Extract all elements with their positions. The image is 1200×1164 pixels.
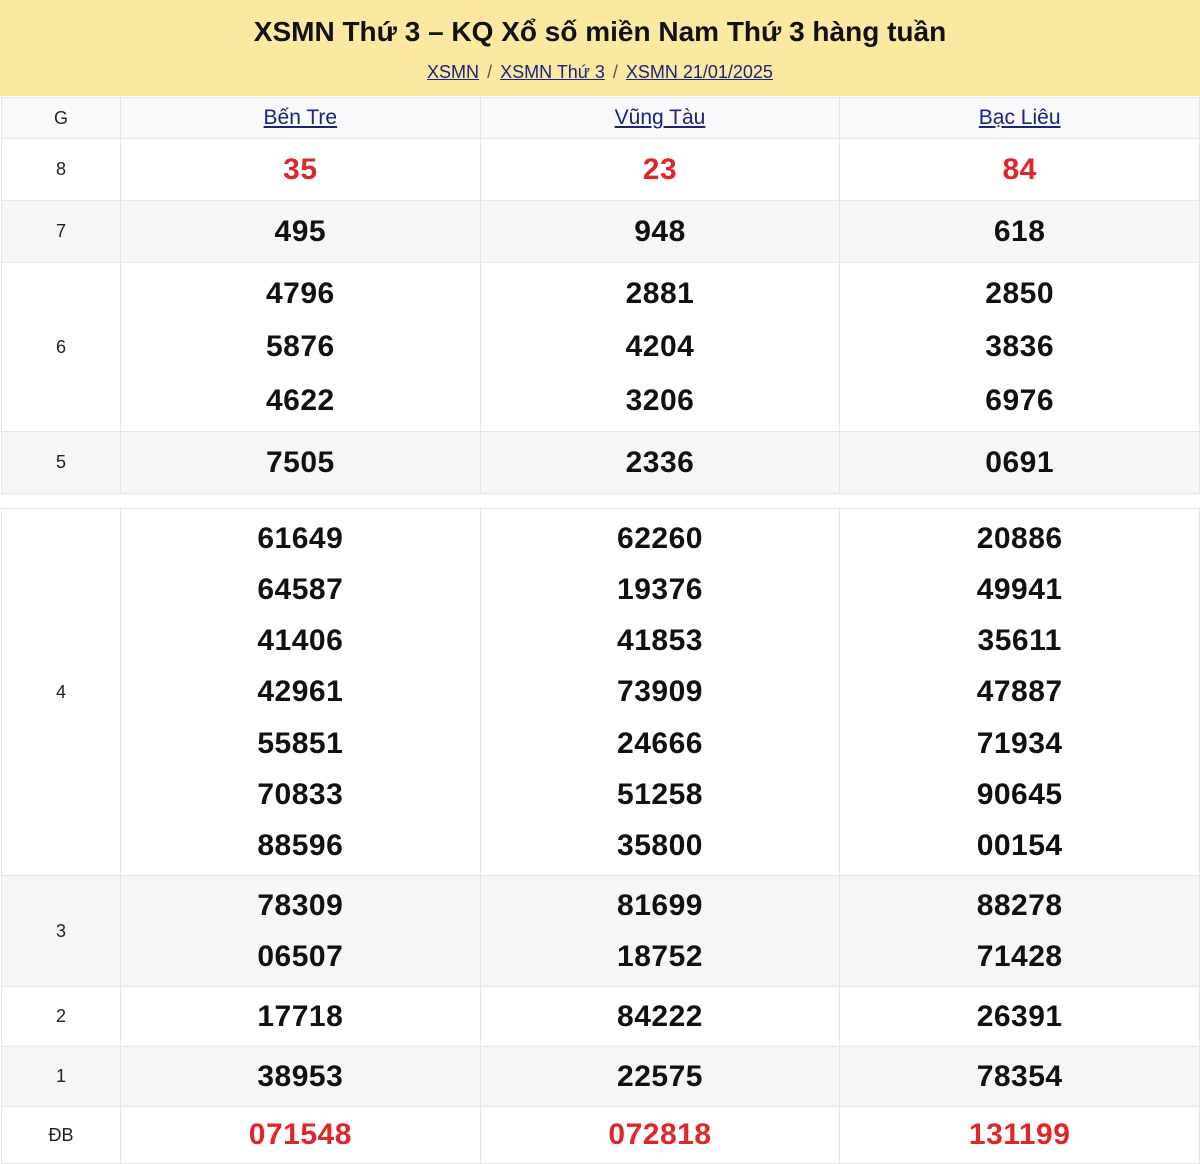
result-number: 2336 xyxy=(625,445,695,479)
prize-label: 7 xyxy=(2,201,121,263)
prize-label: 8 xyxy=(2,139,121,201)
result-number: 618 xyxy=(993,214,1046,248)
prize-column-header: G xyxy=(2,98,121,139)
breadcrumb-link-xsmn[interactable]: XSMN xyxy=(427,62,480,82)
result-number: 42961 xyxy=(257,675,344,709)
prize-row-g7 xyxy=(2,201,1200,263)
result-cell xyxy=(121,201,481,263)
result-number: 948 xyxy=(634,214,686,248)
prize-row-g4 xyxy=(2,509,1200,876)
result-cell xyxy=(480,876,840,987)
result-number: 78309 xyxy=(257,889,344,922)
province-header-vung-tau xyxy=(480,98,840,139)
result-number: 19376 xyxy=(617,572,703,606)
result-cell xyxy=(840,987,1200,1047)
result-number: 55851 xyxy=(257,726,344,760)
result-number: 49941 xyxy=(976,572,1063,606)
prize-row-g8 xyxy=(2,139,1200,201)
result-number: 41853 xyxy=(617,624,703,658)
result-cell xyxy=(840,876,1200,987)
result-number: 0691 xyxy=(985,445,1055,479)
prize-label: 3 xyxy=(2,876,121,987)
province-link-vung-tau[interactable]: Vũng Tàu xyxy=(614,106,706,129)
result-number: 78354 xyxy=(976,1059,1063,1093)
result-cell xyxy=(480,432,840,494)
prize-label: ĐB xyxy=(2,1107,121,1164)
result-cell xyxy=(480,1047,840,1107)
result-number: 495 xyxy=(274,214,327,248)
result-cell xyxy=(121,1107,481,1164)
result-number: 26391 xyxy=(976,999,1063,1033)
province-header-ben-tre xyxy=(121,98,481,139)
result-number: 38953 xyxy=(257,1059,344,1093)
result-number: 6976 xyxy=(985,383,1055,417)
result-number: 071548 xyxy=(248,1118,352,1151)
result-cell xyxy=(840,201,1200,263)
result-number: 35611 xyxy=(977,624,1062,658)
result-cell xyxy=(121,263,481,432)
prize-label: 4 xyxy=(2,509,121,876)
prize-row-g2 xyxy=(2,987,1200,1047)
result-number: 35800 xyxy=(617,829,703,862)
breadcrumb xyxy=(0,62,1200,83)
result-cell xyxy=(121,509,481,876)
result-number: 88278 xyxy=(976,889,1063,922)
province-link-ben-tre[interactable]: Bến Tre xyxy=(263,106,338,129)
result-number: 41406 xyxy=(257,624,344,658)
result-number: 84 xyxy=(1002,152,1037,186)
result-number: 4796 xyxy=(265,276,335,310)
result-number: 62260 xyxy=(617,521,703,555)
result-cell xyxy=(121,139,481,201)
breadcrumb-separator: / xyxy=(612,62,618,82)
results-table-top xyxy=(1,97,1200,494)
result-number: 5876 xyxy=(265,330,335,364)
result-number: 17718 xyxy=(257,999,344,1033)
result-number: 64587 xyxy=(257,572,344,606)
result-number: 00154 xyxy=(976,829,1063,862)
result-number: 84222 xyxy=(617,999,703,1033)
result-cell xyxy=(840,1107,1200,1164)
prize-label: 5 xyxy=(2,432,121,494)
result-cell xyxy=(840,509,1200,876)
result-number: 35 xyxy=(283,152,318,186)
prize-row-g3 xyxy=(2,876,1200,987)
prize-label: 6 xyxy=(2,263,121,432)
result-cell xyxy=(121,987,481,1047)
result-number: 131199 xyxy=(968,1118,1071,1151)
result-cell xyxy=(121,432,481,494)
prize-row-g6 xyxy=(2,263,1200,432)
result-cell xyxy=(480,987,840,1047)
province-link-bac-lieu[interactable]: Bạc Liêu xyxy=(978,106,1061,129)
result-number: 4622 xyxy=(265,383,335,417)
result-cell xyxy=(840,1047,1200,1107)
table-header-row xyxy=(2,98,1200,139)
result-number: 20886 xyxy=(976,521,1063,555)
province-header-bac-lieu xyxy=(840,98,1200,139)
table-gap xyxy=(0,495,1200,507)
result-number: 18752 xyxy=(617,940,703,973)
result-number: 23 xyxy=(642,152,678,186)
result-number: 51258 xyxy=(617,777,703,811)
result-cell xyxy=(480,263,840,432)
result-cell xyxy=(480,201,840,263)
result-cell xyxy=(121,876,481,987)
result-number: 2850 xyxy=(985,276,1055,310)
result-cell xyxy=(121,1047,481,1107)
breadcrumb-separator: / xyxy=(487,62,493,82)
page-title: XSMN Thứ 3 – KQ Xổ số miền Nam Thứ 3 hàng tuần xyxy=(253,16,947,47)
result-cell xyxy=(480,509,840,876)
prize-row-special xyxy=(2,1107,1200,1164)
result-number: 71934 xyxy=(976,726,1063,760)
result-number: 072818 xyxy=(608,1118,712,1151)
result-cell xyxy=(840,432,1200,494)
result-cell xyxy=(480,1107,840,1164)
result-number: 2881 xyxy=(625,276,695,310)
prize-row-g1 xyxy=(2,1047,1200,1107)
result-number: 24666 xyxy=(617,726,703,760)
prize-row-g5 xyxy=(2,432,1200,494)
results-table-bottom xyxy=(1,508,1200,1164)
page-header xyxy=(0,0,1200,96)
breadcrumb-link-xsmn-date[interactable]: XSMN 21/01/2025 xyxy=(625,62,773,82)
result-number: 88596 xyxy=(257,829,344,862)
result-number: 7505 xyxy=(265,445,335,479)
result-number: 3836 xyxy=(985,330,1055,364)
breadcrumb-link-xsmn-thu3[interactable]: XSMN Thứ 3 xyxy=(500,62,605,82)
prize-label: 2 xyxy=(2,987,121,1047)
prize-label: 1 xyxy=(2,1047,121,1107)
result-number: 70833 xyxy=(257,777,344,811)
result-number: 22575 xyxy=(617,1059,703,1093)
result-number: 06507 xyxy=(257,940,344,973)
result-cell xyxy=(840,139,1200,201)
result-number: 71428 xyxy=(976,940,1063,973)
result-cell xyxy=(480,139,840,201)
result-number: 47887 xyxy=(976,675,1063,709)
result-number: 73909 xyxy=(617,675,703,709)
result-number: 3206 xyxy=(625,383,695,417)
result-number: 81699 xyxy=(617,889,703,922)
result-cell xyxy=(840,263,1200,432)
result-number: 90645 xyxy=(976,777,1063,811)
result-number: 4204 xyxy=(625,330,695,364)
result-number: 61649 xyxy=(257,521,344,555)
